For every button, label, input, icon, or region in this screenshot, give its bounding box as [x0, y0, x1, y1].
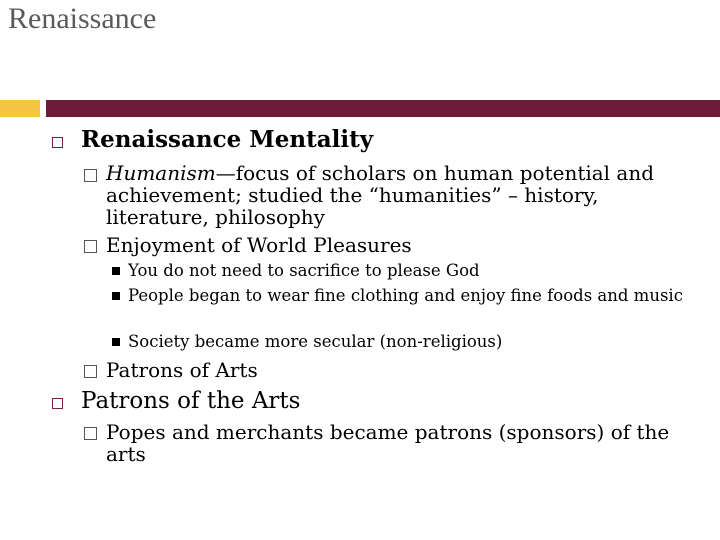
square-bullet-icon	[52, 137, 63, 148]
filled-square-bullet-icon	[112, 267, 120, 275]
checkbox-bullet-icon	[84, 240, 97, 253]
list-item-enjoyment: Enjoyment of World Pleasures	[106, 233, 412, 257]
list-item-patrons-of-arts: Patrons of Arts	[106, 358, 258, 382]
slide-title: Renaissance	[8, 2, 157, 35]
subitem-sacrifice: You do not need to sacrifice to please God	[128, 261, 480, 280]
accent-bar-maroon	[46, 100, 720, 117]
checkbox-bullet-icon	[84, 427, 97, 440]
filled-square-bullet-icon	[112, 338, 120, 346]
subitem-clothing: People began to wear fine clothing and enjoy fine foods and music	[128, 286, 683, 305]
humanism-term: Humanism	[106, 161, 216, 185]
filled-square-bullet-icon	[112, 292, 120, 300]
square-bullet-icon	[52, 398, 63, 409]
section-heading-patrons: Patrons of the Arts	[81, 388, 301, 414]
accent-bar-gold	[0, 100, 40, 117]
checkbox-bullet-icon	[84, 365, 97, 378]
list-item-humanism	[106, 162, 686, 228]
humanism-text: —focus of scholars on human potential and achievement; studied the “humanities” – history, literature, philosophy	[106, 161, 655, 229]
list-item-popes: Popes and merchants became patrons (sponsors) of the arts	[106, 420, 670, 466]
subitem-secular: Society became more secular (non-religious)	[128, 332, 503, 351]
section-heading-mentality: Renaissance Mentality	[81, 126, 374, 153]
checkbox-bullet-icon	[84, 169, 97, 182]
